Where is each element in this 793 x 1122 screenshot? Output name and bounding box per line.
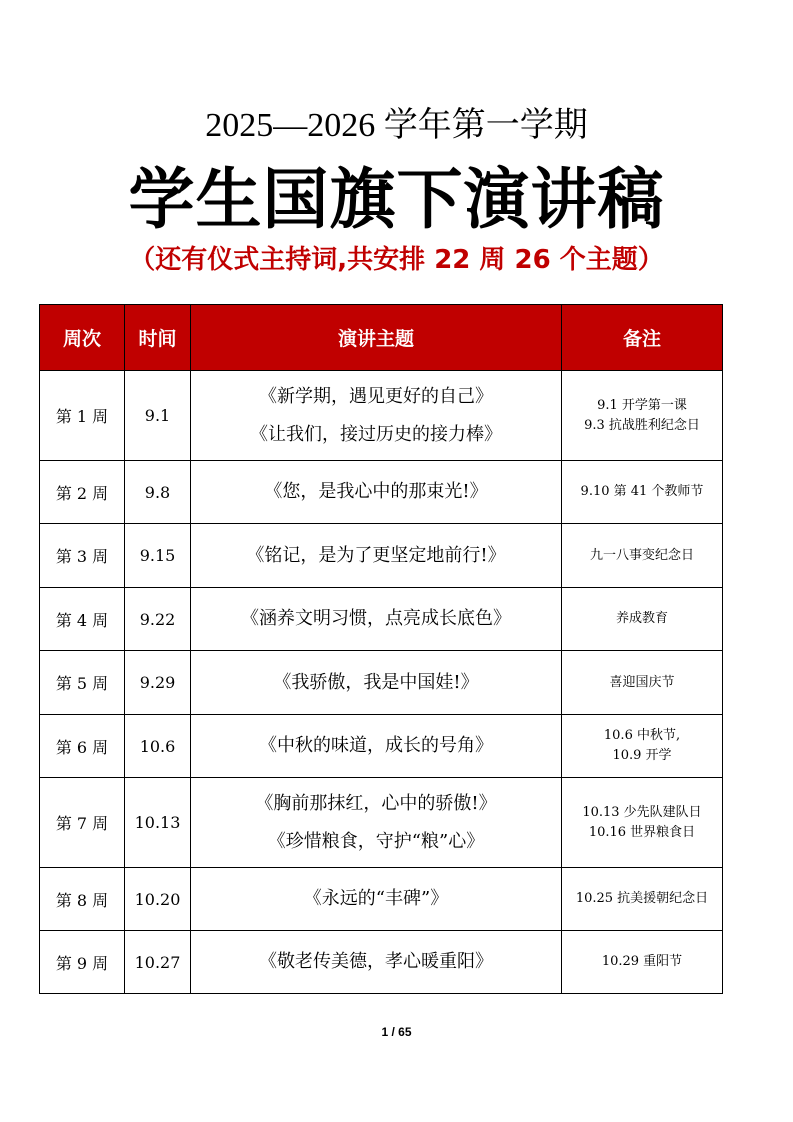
subtitle: （还有仪式主持词,共安排 22 周 26 个主题） [129,245,664,275]
date-cell: 9.8 [125,461,191,524]
date-cell: 9.1 [125,371,191,461]
page-number: 1 / 65 [381,1025,412,1039]
date-cell: 10.27 [125,931,191,994]
note-cell [562,715,723,778]
week-cell: 第 5 周 [40,651,125,715]
topic-text: 《让我们，接过历史的接力棒》 [250,423,502,445]
date-cell: 10.20 [125,868,191,931]
date-cell: 9.15 [125,524,191,588]
week-cell: 第 4 周 [40,588,125,651]
week-cell: 第 7 周 [40,778,125,868]
date-cell: 9.22 [125,588,191,651]
note-text: 10.9 开学 [612,748,672,763]
topic-text: 《新学期，遇见更好的自己》 [259,385,493,407]
note-cell [562,461,723,524]
column-header-topic: 演讲主题 [191,305,562,371]
note-cell [562,931,723,994]
table-row [40,651,723,715]
week-cell: 第 3 周 [40,524,125,588]
week-cell: 第 6 周 [40,715,125,778]
year-title: 2025—2026 学年第一学期 [205,107,588,144]
note-cell [562,868,723,931]
topic-text: 《铭记，是为了更坚定地前行!》 [246,544,506,566]
table-row [40,868,723,931]
table-header-row [40,305,723,371]
note-cell [562,371,723,461]
week-cell: 第 2 周 [40,461,125,524]
topic-text: 《敬老传美德，孝心暖重阳》 [259,951,493,972]
note-text: 10.13 少先队建队日 [582,804,702,820]
table-row [40,588,723,651]
table-row [40,931,723,994]
date-cell: 10.6 [125,715,191,778]
column-header-note: 备注 [562,305,723,371]
date-cell: 10.13 [125,778,191,868]
topic-cell [191,461,562,524]
topic-text: 《胸前那抹红，心中的骄傲!》 [255,792,497,814]
note-text: 9.10 第 41 个教师节 [580,484,704,499]
topic-cell [191,588,562,651]
note-text: 10.16 世界粮食日 [588,824,696,840]
note-text: 10.25 抗美援朝纪念日 [575,891,709,906]
topic-text: 《永远的“丰碑”》 [303,888,449,909]
topic-cell [191,931,562,994]
note-cell [562,588,723,651]
topic-text: 《中秋的味道，成长的号角》 [259,735,493,756]
main-title: 学生国旗下演讲稿 [128,161,665,238]
table-row [40,715,723,778]
topic-text: 《珍惜粮食，守护“粮”心》 [267,830,485,852]
table-row [40,524,723,588]
topic-cell [191,778,562,868]
table-row [40,371,723,461]
topic-cell [191,715,562,778]
date-cell: 9.29 [125,651,191,715]
table-row [40,461,723,524]
note-text: 9.1 开学第一课 [597,397,687,413]
note-text: 九一八事变纪念日 [589,547,694,563]
note-cell [562,778,723,868]
topic-text: 《涵养文明习惯，点亮成长底色》 [241,608,511,629]
column-header-date: 时间 [125,305,191,371]
week-cell: 第 9 周 [40,931,125,994]
topic-cell [191,371,562,461]
note-text: 10.29 重阳节 [601,954,683,969]
note-cell [562,524,723,588]
topic-cell [191,651,562,715]
topic-cell [191,868,562,931]
topic-text: 《我骄傲，我是中国娃!》 [273,671,479,693]
schedule-table [39,304,723,994]
note-text: 10.6 中秋节, [603,728,681,743]
week-cell: 第 8 周 [40,868,125,931]
note-text: 养成教育 [615,611,668,626]
note-text: 9.3 抗战胜利纪念日 [584,417,700,433]
table-row [40,778,723,868]
note-cell [562,651,723,715]
column-header-week: 周次 [40,305,125,371]
topic-cell [191,524,562,588]
week-cell: 第 1 周 [40,371,125,461]
note-text: 喜迎国庆节 [609,674,675,690]
topic-text: 《您，是我心中的那束光!》 [264,481,488,502]
